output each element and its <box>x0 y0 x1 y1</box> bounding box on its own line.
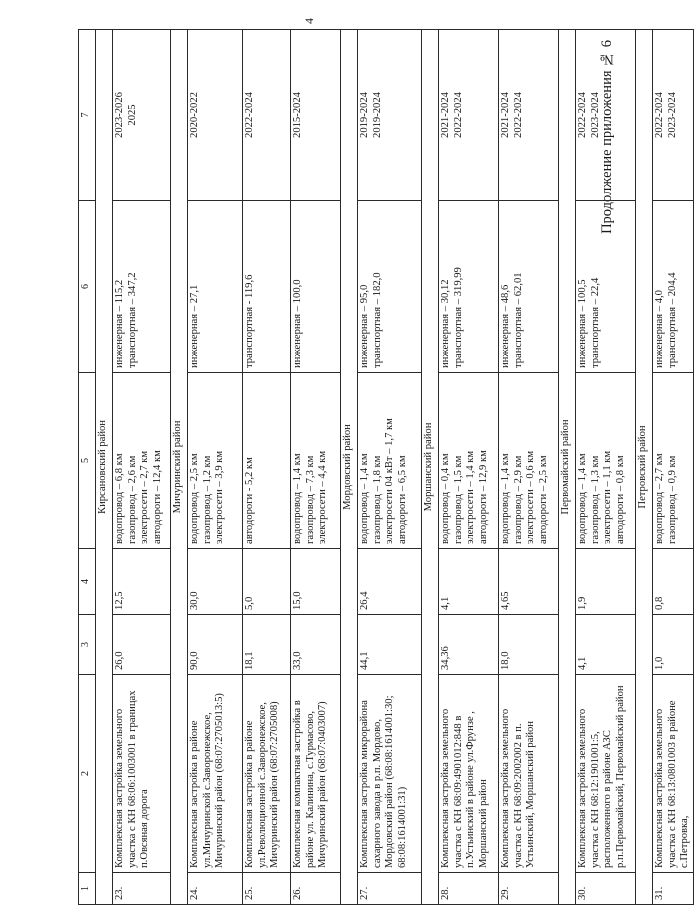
years-line: 2015-2024 <box>292 92 303 138</box>
networks-cell <box>576 373 636 549</box>
page-number: 4 <box>302 18 316 24</box>
years-line: 2025 <box>126 104 138 126</box>
network-line: водопровод – 1,4 км <box>577 453 588 544</box>
table-row <box>499 30 559 905</box>
cost-line: инженерная – 27,1 <box>189 284 200 368</box>
network-line: автодороги – 6,5 км <box>396 455 408 544</box>
housing-value: 30,0 <box>188 549 243 615</box>
cost-line: транспортная - 119,6 <box>244 274 255 368</box>
years-cell <box>439 30 499 201</box>
area-value: 34,36 <box>439 615 499 675</box>
project-description: Комплексная застройка земельного участка с КН 68:06:1003001 в границах п.Овсяная дорога <box>113 675 171 873</box>
area-value: 33,0 <box>291 615 341 675</box>
network-line: автодороги – 2,5 км <box>537 455 549 544</box>
network-line: автодороги – 12,9 км <box>477 450 489 544</box>
cost-line: инженерная – 100,5 <box>577 279 588 368</box>
years-line: 2020-2022 <box>189 92 200 138</box>
district-name: Мичуринский район <box>171 30 188 905</box>
years-cell <box>576 30 636 201</box>
years-cell <box>291 30 341 201</box>
table-row <box>576 30 636 905</box>
appendix-table <box>78 29 694 905</box>
networks-cell <box>291 373 341 549</box>
project-description: Комплексная застройка земельного участка с КН 68:09:4901012:848 в п.Устьинский в районе ул.Фрунзе , Моршанский район <box>439 675 499 873</box>
district-name: Петровский район <box>636 30 653 905</box>
years-line: 2021-2024 <box>440 92 451 138</box>
housing-value: 4,65 <box>499 549 559 615</box>
district-row <box>341 30 358 905</box>
row-number: 25. <box>243 873 291 905</box>
cost-line: инженерная – 115,2 <box>114 279 125 368</box>
cost-line: инженерная – 48,6 <box>500 284 511 368</box>
project-description: Комплексная застройка земельного участка с КН 68:12:1901001:5, расположенного в районе АЗС р.п.Первомайский, Первомайский район <box>576 675 636 873</box>
costs-cell <box>113 201 171 373</box>
network-line: электросети – 1,4 км <box>465 450 476 544</box>
column-header: 1 <box>79 873 96 905</box>
networks-cell <box>499 373 559 549</box>
area-value: 4,1 <box>576 615 636 675</box>
housing-value: 26,4 <box>358 549 422 615</box>
costs-cell <box>243 201 291 373</box>
area-value: 1,0 <box>653 615 694 675</box>
years-line: 2021-2024 <box>500 92 511 138</box>
table-row <box>188 30 243 905</box>
housing-value: 12,5 <box>113 549 171 615</box>
housing-value: 0,8 <box>653 549 694 615</box>
networks-cell <box>358 373 422 549</box>
years-line: 2023-2026 <box>114 92 125 138</box>
column-header: 4 <box>79 549 96 615</box>
district-name: Мордовский район <box>341 30 358 905</box>
district-row <box>96 30 113 905</box>
network-line: автодороги – 12,4 км <box>151 450 163 544</box>
network-line: электросети – 3,9 км <box>214 450 225 544</box>
project-description: Комплексная компактная застройка в районе ул. Калинина, с.Турмасово, Мичуринский район (68:07:0403007) <box>291 675 341 873</box>
housing-value: 4,1 <box>439 549 499 615</box>
district-row <box>559 30 576 905</box>
costs-cell <box>499 201 559 373</box>
years-cell <box>499 30 559 201</box>
column-header: 2 <box>79 675 96 873</box>
housing-value: 1,9 <box>576 549 636 615</box>
row-number: 24. <box>188 873 243 905</box>
years-cell <box>243 30 291 201</box>
area-value: 26,0 <box>113 615 171 675</box>
column-header: 3 <box>79 615 96 675</box>
network-line: водопровод – 1,4 км <box>500 453 511 544</box>
years-line: 2022-2024 <box>654 92 665 138</box>
area-value: 18,0 <box>499 615 559 675</box>
network-line: водопровод – 1,4 км <box>359 453 370 544</box>
network-line: водопровод – 0,4 км <box>440 453 451 544</box>
network-line: водопровод – 6,8 км <box>114 453 125 544</box>
project-description: Комплексная застройка в районе ул.Революционной с.Заворонежское, Мичуринский район (68:07:2705008) <box>243 675 291 873</box>
cost-line: транспортная – 347,2 <box>126 272 138 368</box>
housing-value: 5,0 <box>243 549 291 615</box>
years-line: 2022-2024 <box>577 92 588 138</box>
row-number: 30. <box>576 873 636 905</box>
column-header: 6 <box>79 201 96 373</box>
network-line: газопровод – 1,3 км <box>589 455 601 544</box>
networks-cell <box>188 373 243 549</box>
cost-line: транспортная – 182,0 <box>371 272 383 368</box>
years-line: 2023-2024 <box>589 92 601 138</box>
network-line: автодороги - 5,2 км <box>244 457 255 544</box>
years-cell <box>113 30 171 201</box>
table-row <box>439 30 499 905</box>
networks-cell <box>653 373 694 549</box>
networks-cell <box>439 373 499 549</box>
network-line: электросети – 1,1 км <box>602 450 613 544</box>
cost-line: транспортная – 204,4 <box>666 272 678 368</box>
table-row <box>653 30 694 905</box>
network-line: газопровод – 2,6 км <box>126 455 138 544</box>
network-line: газопровод – 1,2 км <box>201 455 213 544</box>
network-line: газопровод – 7,3 км <box>304 455 316 544</box>
years-line: 2022-2024 <box>452 92 464 138</box>
row-number: 28. <box>439 873 499 905</box>
years-line: 2019-2024 <box>371 92 383 138</box>
costs-cell <box>653 201 694 373</box>
network-line: электросети – 0,6 км <box>525 450 536 544</box>
district-row <box>422 30 439 905</box>
table-row <box>113 30 171 905</box>
networks-cell <box>243 373 291 549</box>
district-name: Первомайский район <box>559 30 576 905</box>
column-number-header <box>79 30 96 905</box>
project-description: Комплексная застройка в районе ул.Мичуринской с.Заворонежское, Мичуринский район (68:07:2705013:5) <box>188 675 243 873</box>
row-number: 26. <box>291 873 341 905</box>
network-line: водопровод – 2,7 км <box>654 453 665 544</box>
years-line: 2022-2024 <box>512 92 524 138</box>
cost-line: транспортная – 319,99 <box>452 267 464 368</box>
years-cell <box>358 30 422 201</box>
network-line: электросети – 4,4 км <box>317 450 328 544</box>
network-line: газопровод – 2,9 км <box>512 455 524 544</box>
cost-line: инженерная – 4,0 <box>654 290 665 368</box>
project-description: Комплексная застройка земельного участка с КН 68:09:2002002 в п. Устьинский, Моршанский район <box>499 675 559 873</box>
row-number: 31. <box>653 873 694 905</box>
cost-line: инженерная – 95,0 <box>359 284 370 368</box>
years-cell <box>653 30 694 201</box>
costs-cell <box>576 201 636 373</box>
area-value: 18,1 <box>243 615 291 675</box>
cost-line: транспортная – 22,4 <box>589 277 601 368</box>
costs-cell <box>439 201 499 373</box>
project-description: Комплексная застройка земельного участка с КН 68:13:0801003 в районе с.Петровка, <box>653 675 694 873</box>
cost-line: инженерная – 100,0 <box>292 279 303 368</box>
table-row <box>243 30 291 905</box>
network-line: газопровод – 1,5 км <box>452 455 464 544</box>
network-line: электросети 04 кВт – 1,7 км <box>384 418 395 544</box>
column-header: 5 <box>79 373 96 549</box>
project-description: Комплексная застройка микрорайона сахарного завода в р.п. Мордово, Мордовский район (68:08:1614001:30; 68:08:1614001:31) <box>358 675 422 873</box>
years-line: 2019-2024 <box>359 92 370 138</box>
appendix-continuation-caption: Продолжение приложения № 6 <box>598 40 615 234</box>
table-row <box>358 30 422 905</box>
years-line: 2022-2024 <box>244 92 255 138</box>
table-row <box>291 30 341 905</box>
district-row <box>171 30 188 905</box>
costs-cell <box>188 201 243 373</box>
network-line: электросети – 2,7 км <box>139 450 150 544</box>
district-name: Моршанский район <box>422 30 439 905</box>
costs-cell <box>291 201 341 373</box>
network-line: автодороги – 0,8 км <box>614 455 626 544</box>
column-header: 7 <box>79 30 96 201</box>
row-number: 29. <box>499 873 559 905</box>
cost-line: транспортная – 62,01 <box>512 272 524 368</box>
network-line: водопровод – 2,5 км <box>189 453 200 544</box>
area-value: 90,0 <box>188 615 243 675</box>
area-value: 44,1 <box>358 615 422 675</box>
costs-cell <box>358 201 422 373</box>
years-cell <box>188 30 243 201</box>
housing-value: 15,0 <box>291 549 341 615</box>
network-line: водопровод – 1,4 км <box>292 453 303 544</box>
cost-line: инженерная – 30,12 <box>440 279 451 368</box>
network-line: газопровод – 0,9 км <box>666 455 678 544</box>
district-row <box>636 30 653 905</box>
row-number: 23. <box>113 873 171 905</box>
district-name: Кирсановский район <box>96 30 113 905</box>
years-line: 2023-2024 <box>666 92 678 138</box>
networks-cell <box>113 373 171 549</box>
network-line: газопровод – 1,8 км <box>371 455 383 544</box>
row-number: 27. <box>358 873 422 905</box>
